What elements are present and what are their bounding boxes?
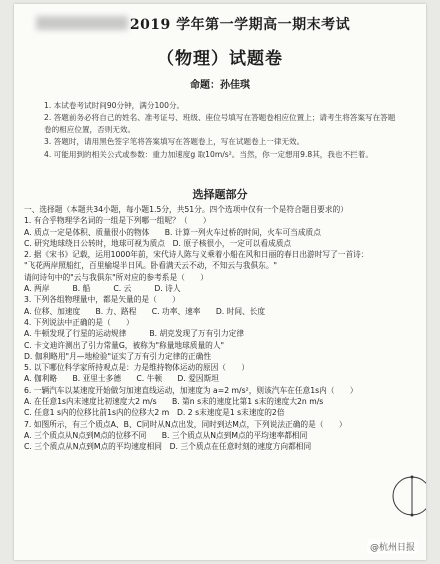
instructions bbox=[44, 100, 396, 161]
exam-subtitle: （物理）试题卷 bbox=[157, 49, 283, 69]
question-line: C. 三个质点从N点到M点的平均速度相同 D. 三个质点在任意时刻的速度方向都相同 bbox=[24, 442, 312, 452]
question-line: 1. 有合乎物理学名词的一组是下列哪一组呢？（ ） bbox=[24, 216, 211, 226]
question-body bbox=[24, 204, 416, 453]
exam-paper bbox=[14, 4, 426, 560]
question-line: 4. 下列说法中正确的是（ ） bbox=[24, 317, 134, 327]
circle-path-diagram bbox=[390, 474, 426, 518]
question-line: A. 质点一定是体积、质量很小的物体 B. 计算一列火车过桥的时间，火车可当成质点 bbox=[24, 227, 321, 237]
question-line: 3. 下列各组物理量中，都是矢量的是（ ） bbox=[24, 295, 180, 305]
question-line: C. 卡文迪许测出了引力常量G，被称为"称量地球质量的人" bbox=[24, 340, 225, 350]
watermark: @杭州日报 bbox=[367, 539, 418, 554]
author-line: 命题：孙佳琪 bbox=[190, 80, 250, 91]
question-line: A. 牛顿发现了行星的运动规律 B. 胡克发现了万有引力定律 bbox=[24, 329, 245, 339]
question-line: 5. 以下哪位科学家所持观点是：力是维持物体运动的原因（ ） bbox=[24, 363, 250, 373]
question-line: A. 两岸 B. 船 C. 云 D. 诗人 bbox=[24, 284, 181, 294]
question-line: A. 伽利略 B. 亚里士多德 C. 牛顿 D. 爱因斯坦 bbox=[24, 374, 219, 384]
section-title: 选择题部分 bbox=[192, 188, 248, 201]
question-line: A. 三个质点从N点到M点的位移不同 B. 三个质点从N点到M点的平均速率都相同 bbox=[24, 430, 308, 440]
question-line: 7. 如图所示，有三个质点A、B、C同时从N点出发，同时到达M点，下列说法正确的是（ ） bbox=[24, 419, 347, 429]
question-line: 一、选择题（本题共34小题，每小题1.5分，共51分。四个选项中仅有一个是符合题目要求的） bbox=[24, 205, 348, 214]
question-line: 请问诗句中的"云与我俱东"所对应的参考系是（ ） bbox=[24, 272, 208, 282]
question-line: "飞花两岸照船红，百里榆堤半日风。卧看满天云不动，不知云与我俱东。" bbox=[24, 261, 278, 271]
instruction-item: 3. 答题时，请用黑色签字笔将答案填写在答题卷上，写在试题卷上一律无效。 bbox=[44, 137, 305, 147]
question-line: C. 研究地球绕日公转时，地球可视为质点 D. 原子核很小，一定可以看成质点 bbox=[24, 238, 292, 248]
question-line: D. 伽利略用"月—地检验"证实了万有引力定律的正确性 bbox=[24, 351, 212, 361]
question-line: 6. 一辆汽车以某速度开始做匀加速直线运动，加速度为 a=2 m/s²，则该汽车在任意1s内（ ） bbox=[24, 385, 358, 395]
instruction-item: 4. 可能用到的相关公式或参数：重力加速度g 取10m/s²。当然，你一定想用9.8其，我也不拦着。 bbox=[44, 149, 373, 159]
exam-title: 2019 学年第一学期高一期末考试 bbox=[129, 17, 351, 33]
question-line: C. 任意1 s内的位移比前1s内的位移大2 m D. 2 s末速度是1 s末速度的2倍 bbox=[24, 408, 285, 418]
question-line: A. 在任意1s内末速度比初速度大2 m/s B. 第n s末的速度比第1 s末的速度大2n m/s bbox=[24, 397, 324, 407]
question-line: A. 位移、加速度 B. 力、路程 C. 功率、速率 D. 时间、长度 bbox=[24, 306, 266, 316]
instruction-item: 1. 本试卷考试时间90分钟，满分100分。 bbox=[44, 101, 185, 110]
instruction-item: 2. 答题前务必将自己的姓名、准考证号、班级、座位号填写在答题卷相应位置上；请考生将答案写在答题卷的相应位置，否则无效。 bbox=[44, 113, 396, 134]
question-line: 2. 据《宋书》记载，运用1000年前，宋代诗人陈与义乘着小船在风和日丽的春日出游时写了一首诗： bbox=[24, 250, 369, 260]
